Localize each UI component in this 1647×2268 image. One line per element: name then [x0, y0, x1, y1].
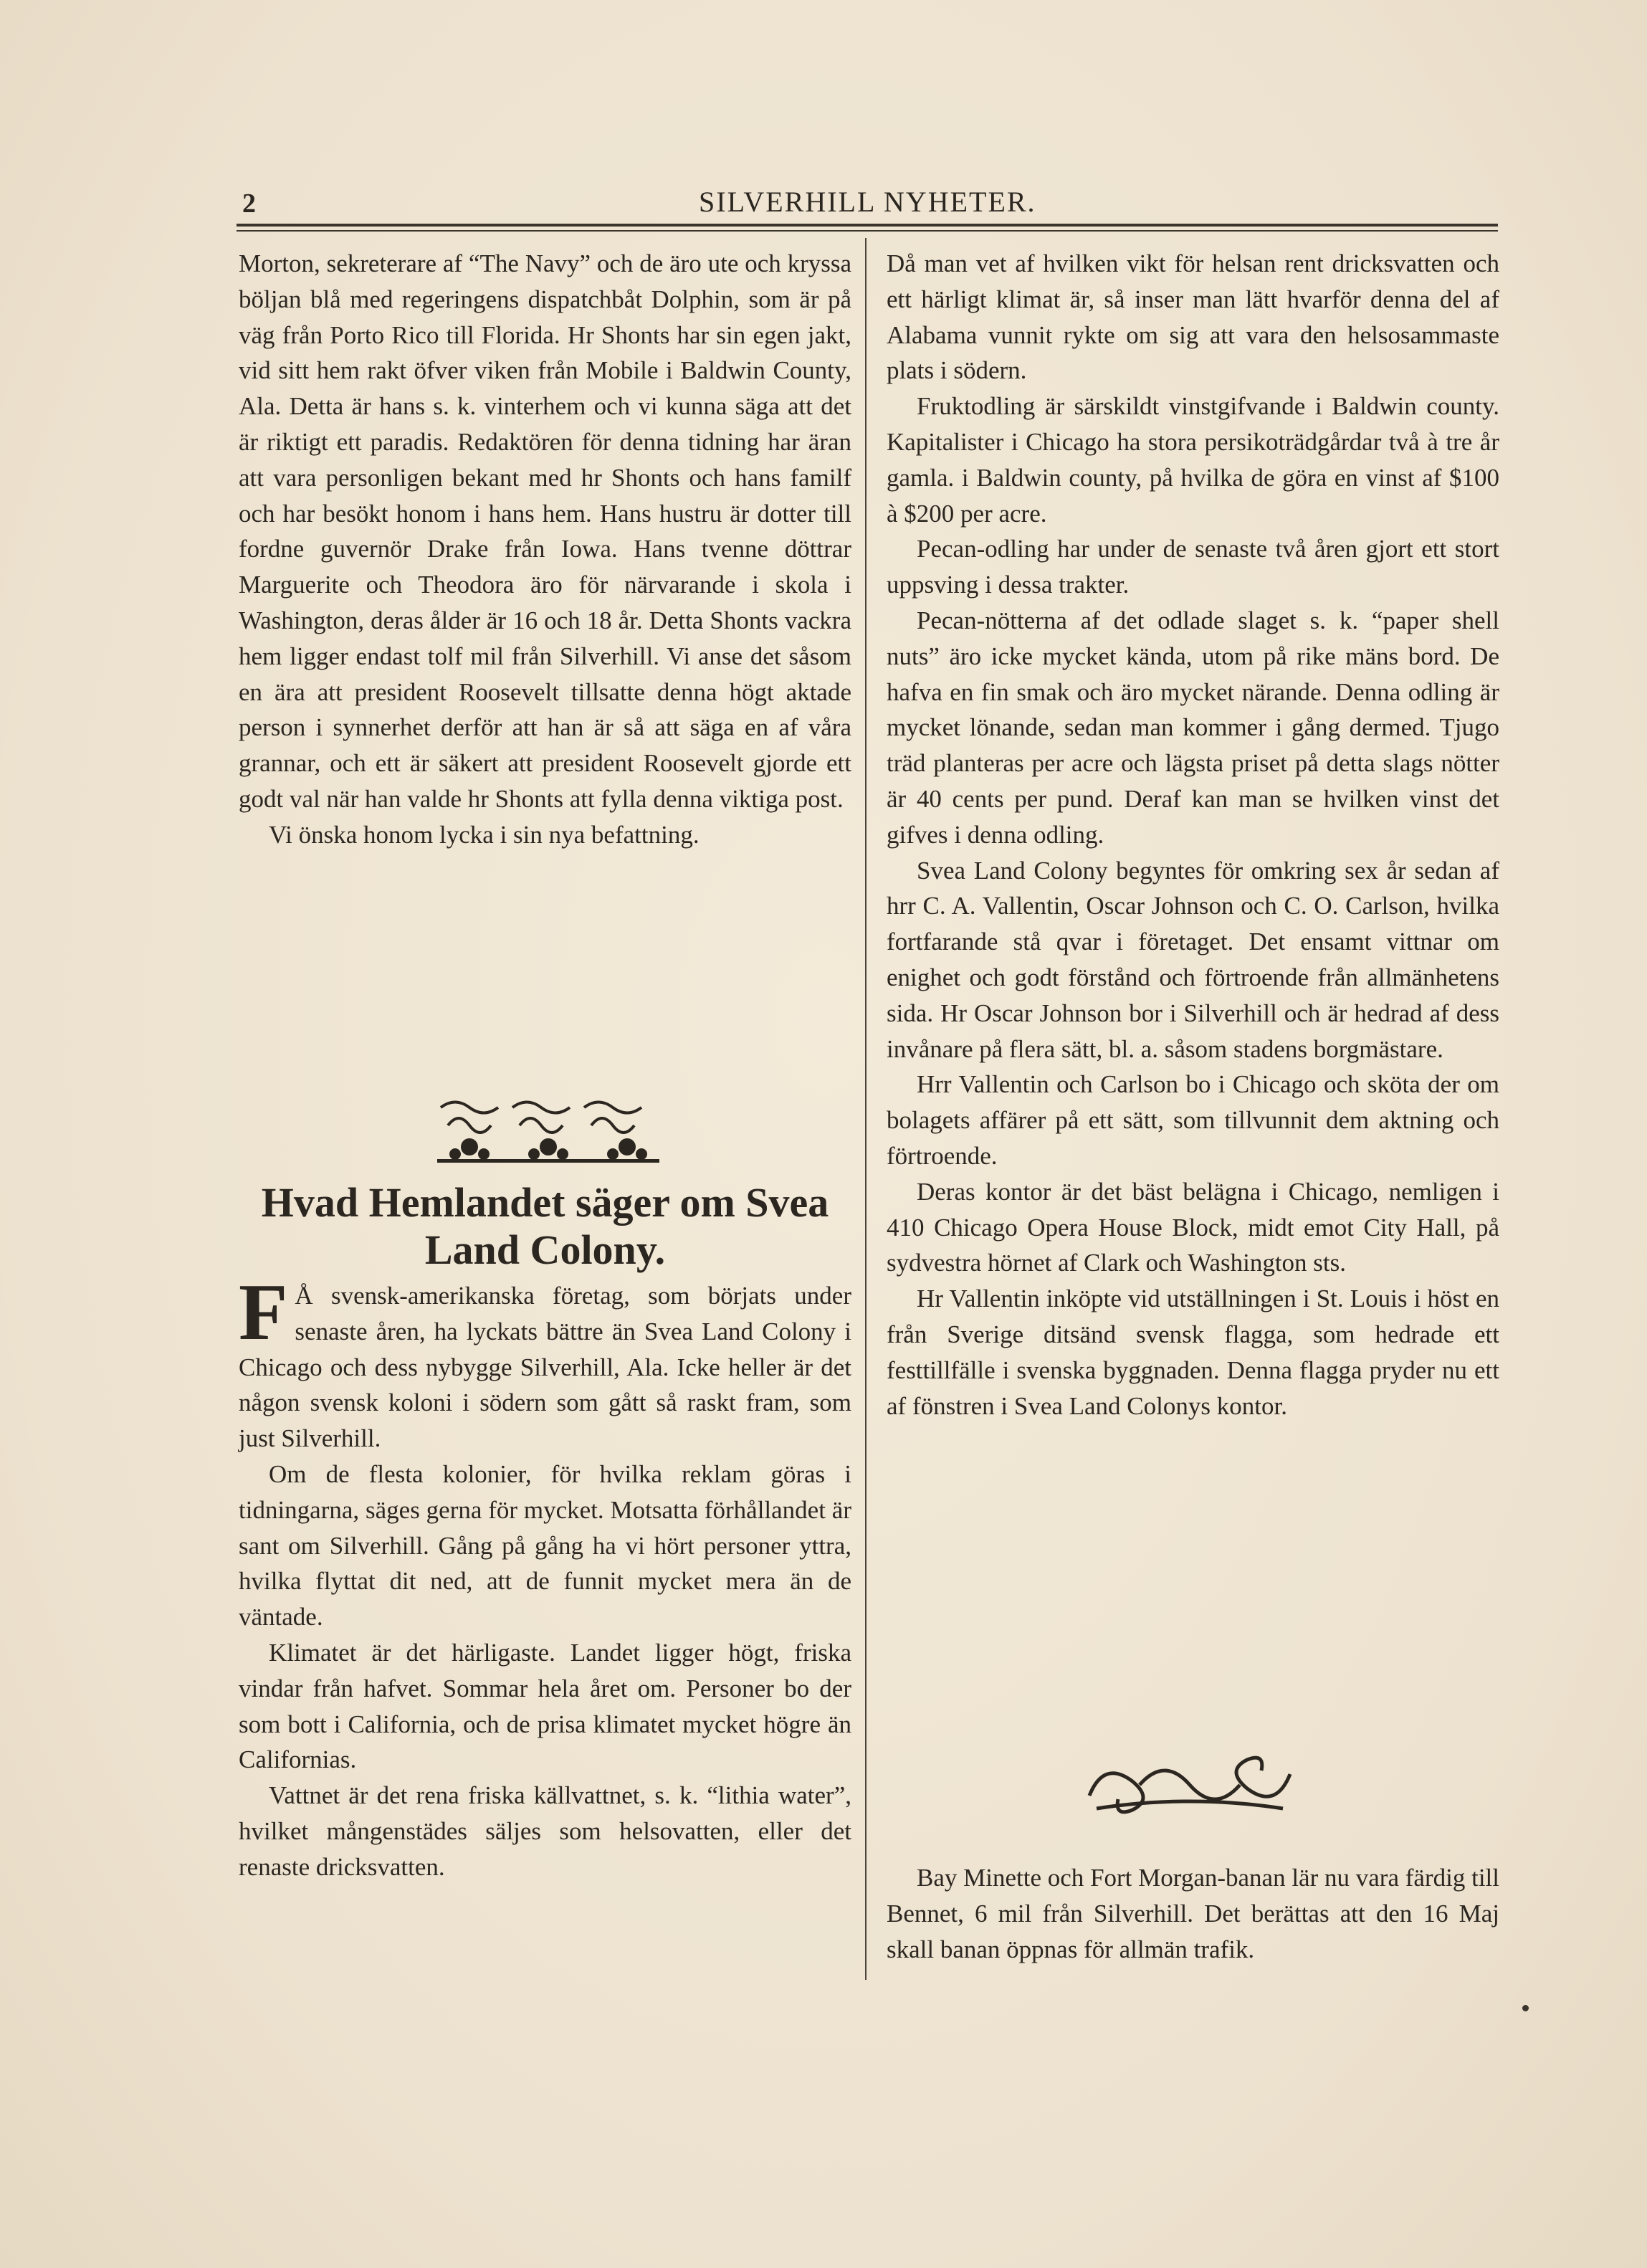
notice-paragraph: Bay Minette och Fort Morgan-banan lär nu vara färdig till Bennet, 6 mil från Silverhill. Det berättas att den 16 Maj skall banan öppnas för allmän trafik.	[887, 1864, 1499, 1963]
paragraph: Klimatet är det härligaste. Landet ligger högt, friska vindar från hafvet. Sommar hela året om. Personer bo der som bott i California, och de prisa klimatet mycket högre än Californias.	[239, 1638, 851, 1774]
paragraph: Hr Vallentin inköpte vid utställningen i St. Louis i höst en från Sverige ditsänd svensk flagga, som hedrade ett festtillfälle i svenska byggnaden. Denna flagga pryder nu ett af fönstren i Svea Land Colonys kontor.	[887, 1285, 1499, 1420]
header-rule-thin	[237, 230, 1498, 232]
paragraph: Om de flesta kolonier, för hvilka reklam göras i tidningarna, säges gerna för mycket. Motsatta förhållandet är sant om Silverhill. Gång på gång ha vi hört personer yttra, hvilka flyttat dit ned, att de funnit mycket mera än de väntade.	[239, 1459, 851, 1631]
article-headline: Hvad Hemlandet säger om Svea Land Colony.	[261, 1179, 829, 1273]
paragraph: Vi önska honom lycka i sin nya befattning.	[269, 820, 700, 849]
masthead-title: SILVERHILL NYHETER.	[699, 186, 1036, 218]
right-column	[887, 246, 1499, 1424]
right-column-notice	[887, 1860, 1499, 1967]
header-rule	[237, 224, 1498, 227]
paragraph: Vattnet är det rena friska källvattnet, s. k. “lithia water”, hvilket mångenstädes säljes som helsovatten, eller det renaste dricksvatten.	[239, 1781, 851, 1881]
drop-cap: F	[239, 1268, 288, 1357]
scroll-ornament-icon	[1082, 1753, 1297, 1817]
left-column-continued	[239, 246, 851, 853]
left-column-article	[239, 1268, 851, 1885]
paragraph: Deras kontor är det bäst belägna i Chicago, nemligen i 410 Chicago Opera House Block, midt emot City Hall, på sydvestra hörnet af Clark och Washington sts.	[887, 1177, 1499, 1277]
paragraph: Pecan-odling har under de senaste två åren gjort ett stort uppsving i dessa trakter.	[887, 535, 1499, 599]
paper-speck	[1522, 2005, 1529, 2011]
paragraph: Pecan-nötterna af det odlade slaget s. k. “paper shell nuts” äro icke mycket kända, utom på rike mäns bord. De hafva en fin smak och äro mycket närande. Denna odling är mycket lönande, sedan man kommer i gång dermed. Tjugo träd planteras per acre och lägsta priset på detta slags nötter är 40 cents per pund. Deraf kan man se hvilken vinst det gifves i denna odling.	[887, 606, 1499, 849]
lead-text: Å svensk-amerikanska företag, som börjats under senaste åren, ha lyckats bättre än Svea Land Colony i Chicago och dess nybygge Silverhill, Ala. Icke heller är det någon svensk koloni i södern som gått så raskt fram, som just Silverhill.	[239, 1282, 851, 1453]
paragraph: Fruktodling är särskildt vinstgifvande i Baldwin county. Kapitalister i Chicago ha stora persikoträdgårdar två à tre år gamla. i Baldwin county, på hvilka de göra en vinst af $100 à $200 per acre.	[887, 392, 1499, 528]
floral-ornament-icon	[434, 1093, 663, 1165]
page-number: 2	[242, 189, 256, 219]
paragraph: Morton, sekreterare af “The Navy” och de äro ute och kryssa böljan blå med regeringens dispatchbåt Dolphin, som är på väg från Porto Rico till Florida. Hr Shonts har sin egen jakt, vid sitt hem rakt öfver viken från Mobile i Baldwin County, Ala. Detta är hans s. k. vinterhem och vi kunna säga att det är riktigt ett paradis. Redaktören för denna tidning har äran att vara personligen bekant med hr Shonts och hans familf och har besökt honom i hans hem. Hans hustru är dotter till fordne guvernör Drake från Iowa. Hans tvenne döttrar Marguerite och Theodora äro för närvarande i skola i Washington, deras ålder är 16 och 18 år. Detta Shonts vackra hem ligger endast tolf mil från Silverhill. Vi anse det såsom en ära att president Roosevelt tillsatte denna högt aktade person i synnerhet derför att han är så att säga en af våra grannar, och ett är säkert att president Roosevelt gjorde ett godt val när han valde hr Shonts att fylla denna viktiga post.	[239, 249, 851, 813]
paragraph: Då man vet af hvilken vikt för helsan rent dricksvatten och ett härligt klimat är, så inser man lätt hvarför denna del af Alabama vunnit rykte om sig att vara den helsosammaste plats i södern.	[887, 249, 1499, 385]
column-divider	[865, 238, 867, 1980]
paragraph: Svea Land Colony begyntes för omkring sex år sedan af hrr C. A. Vallentin, Oscar Johnson och C. O. Carlson, hvilka fortfarande stå qvar i företaget. Det ensamt vittnar om enighet och godt förstånd och förtroende från allmänhetens sida. Hr Oscar Johnson bor i Silverhill och är hedrad af dess invånare på flera sätt, bl. a. såsom stadens borgmästare.	[887, 856, 1499, 1063]
paragraph: Hrr Vallentin och Carlson bo i Chicago och sköta der om bolagets affärer på ett sätt, som tillvunnit dem aktning och förtroende.	[887, 1070, 1499, 1170]
article-lead-paragraph	[239, 1268, 851, 1457]
